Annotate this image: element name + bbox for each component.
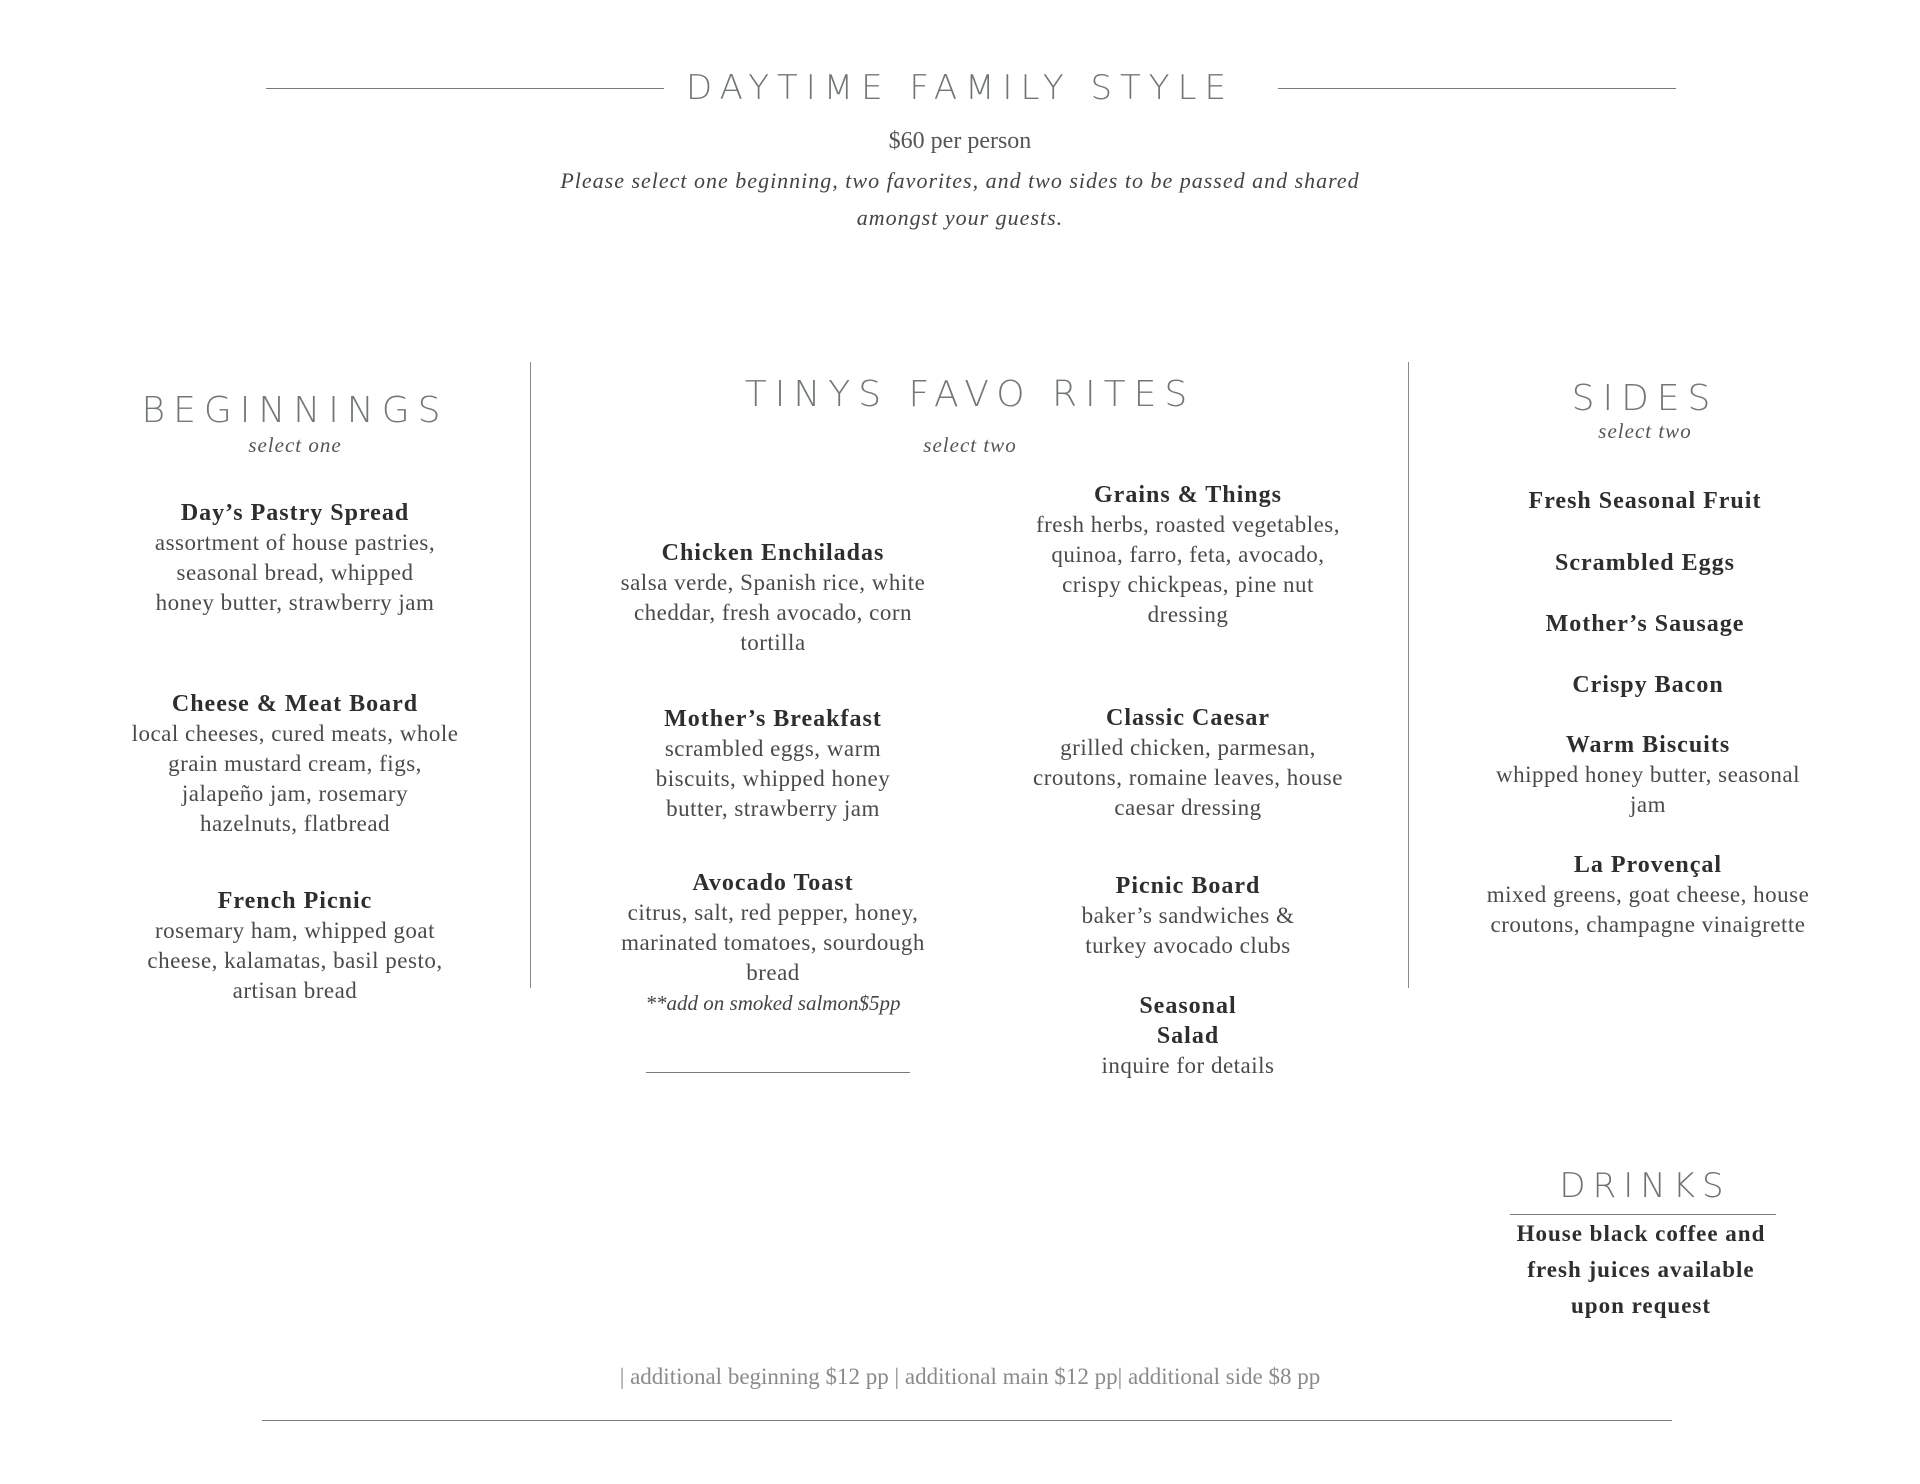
item-name: Chicken Enchiladas xyxy=(661,540,885,566)
item-description: citrus, salt, red pepper, honey, marinated tomatoes, sourdough bread xyxy=(621,900,925,985)
item-name: Mother’s Breakfast xyxy=(664,706,882,732)
item-description: mixed greens, goat cheese, house croutons, champagne vinaigrette xyxy=(1486,882,1810,937)
item-description: inquire for details xyxy=(1101,1053,1275,1078)
item-name: French Picnic xyxy=(217,888,373,914)
item-description: assortment of house pastries, seasonal bread, whipped honey butter, strawberry jam xyxy=(154,530,436,615)
footer-rule xyxy=(262,1420,1672,1421)
item-name: Day’s Pastry Spread xyxy=(180,500,410,526)
sides-heading: SIDES xyxy=(1571,378,1719,419)
drinks-description: House black coffee and fresh juices available upon request xyxy=(1516,1221,1766,1318)
beginning-item xyxy=(130,689,460,839)
item-description: rosemary ham, whipped goat cheese, kalamatas, basil pesto, artisan bread xyxy=(147,918,443,1003)
drinks-rule xyxy=(1510,1214,1776,1215)
favorite-item xyxy=(1030,703,1346,823)
side-item xyxy=(1480,850,1816,940)
column-divider-right xyxy=(1408,362,1409,988)
item-name: Avocado Toast xyxy=(692,870,854,896)
item-name: Classic Caesar xyxy=(1106,705,1270,731)
item-description: whipped honey butter, seasonal jam xyxy=(1495,762,1801,817)
item-description: local cheeses, cured meats, whole grain mustard cream, figs, jalapeño jam, rosemary hazelnuts, flatbread xyxy=(131,721,459,836)
side-item xyxy=(1480,609,1810,639)
column-divider-left xyxy=(530,362,531,988)
sides-subheading: select two xyxy=(1598,419,1692,443)
item-name: Seasonal Salad xyxy=(1139,993,1237,1049)
favorite-item xyxy=(618,704,928,824)
side-item xyxy=(1480,548,1810,578)
favorites-bottom-rule xyxy=(646,1072,910,1073)
favorites-heading: TINYS FAVO RITES xyxy=(744,374,1196,415)
side-item xyxy=(1480,670,1816,700)
favorites-subheading: select two xyxy=(923,433,1017,457)
item-addon-note: **add on smoked salmon$5pp xyxy=(645,991,901,1015)
favorite-item xyxy=(1030,991,1346,1081)
item-description: baker’s sandwiches & turkey avocado clubs xyxy=(1081,903,1295,958)
item-name: La Provençal xyxy=(1573,852,1723,878)
additional-pricing: | additional beginning $12 pp | additional main $12 pp| additional side $8 pp xyxy=(619,1364,1321,1389)
item-description: salsa verde, Spanish rice, white cheddar, fresh avocado, corn tortilla xyxy=(620,570,926,655)
item-name: Cheese & Meat Board xyxy=(171,691,419,717)
favorite-item xyxy=(1030,871,1346,961)
item-name: Picnic Board xyxy=(1115,873,1261,899)
beginnings-heading: BEGINNINGS xyxy=(141,390,449,431)
item-description: scrambled eggs, warm biscuits, whipped honey butter, strawberry jam xyxy=(655,736,891,821)
item-name: Fresh Seasonal Fruit xyxy=(1528,488,1762,514)
favorite-item xyxy=(1030,480,1346,630)
side-item xyxy=(1480,486,1810,516)
item-name: Warm Biscuits xyxy=(1565,732,1731,758)
menu-instructions: Please select one beginning, two favorites, and two sides to be passed and shared amongst your guests. xyxy=(560,168,1360,230)
item-description: fresh herbs, roasted vegetables, quinoa, farro, feta, avocado, crispy chickpeas, pine nut dressing xyxy=(1035,512,1341,627)
drinks-heading: DRINKS xyxy=(1559,1166,1731,1206)
price-per-person: $60 per person xyxy=(888,128,1032,154)
favorite-item xyxy=(618,868,928,1018)
beginning-item xyxy=(130,498,460,618)
item-name: Mother’s Sausage xyxy=(1545,611,1745,637)
menu-title: DAYTIME FAMILY STYLE xyxy=(686,68,1234,108)
item-name: Grains & Things xyxy=(1094,482,1282,508)
item-description: grilled chicken, parmesan, croutons, romaine leaves, house caesar dressing xyxy=(1033,735,1343,820)
favorite-item xyxy=(618,538,928,658)
side-item xyxy=(1480,730,1816,820)
beginnings-subheading: select one xyxy=(248,433,342,457)
item-name: Crispy Bacon xyxy=(1572,672,1724,698)
item-name: Scrambled Eggs xyxy=(1554,550,1735,576)
beginning-item xyxy=(130,886,460,1006)
